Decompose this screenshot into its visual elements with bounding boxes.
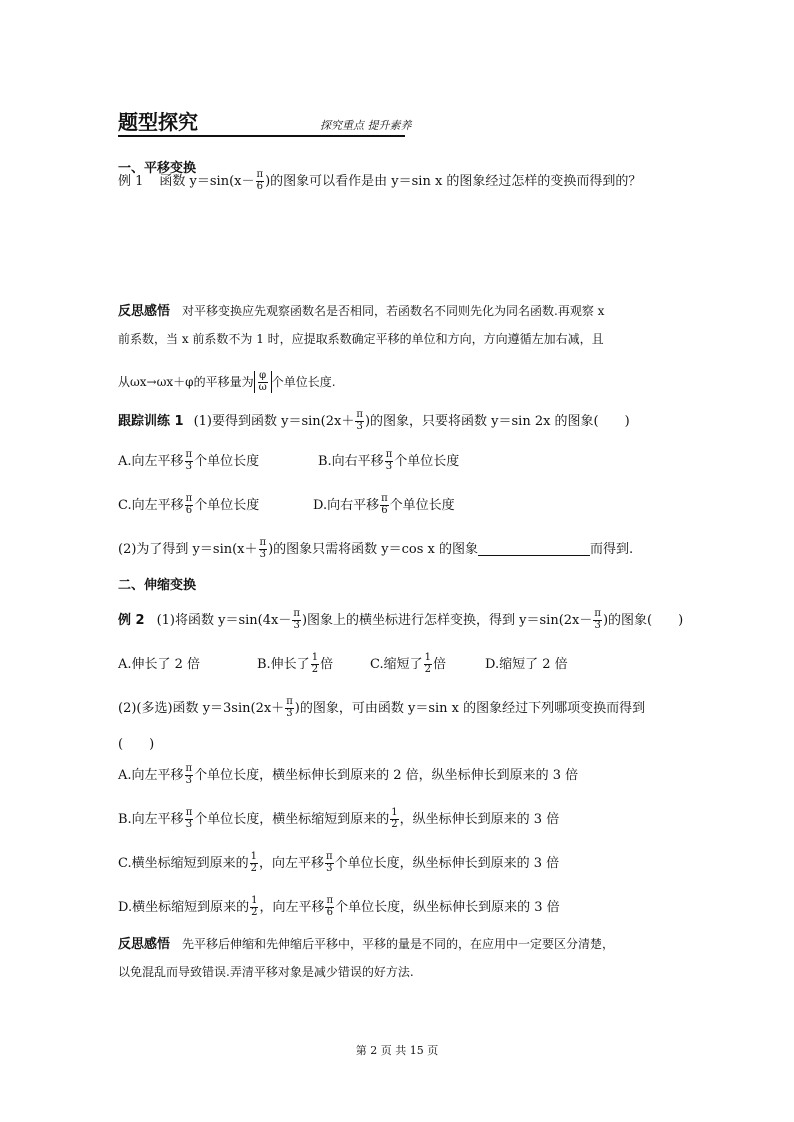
page-number: 第 2 页 共 15 页 — [355, 1044, 439, 1057]
section2-heading: 二、伸缩变换 — [118, 578, 197, 593]
practice1-question2: (2)为了得到 y＝sin(x＋ $\frac{\pi}{3}$ )的图象只需将函数 y＝cos x 的图象 而得到. — [118, 537, 634, 560]
answer-blank[interactable] — [478, 543, 590, 556]
section1-heading: 一、平移变换 — [118, 161, 197, 176]
example-label: 例 2 — [118, 612, 145, 628]
reflection2-line-2: 以免混乱而导致错误.弄清平移对象是减少错误的好方法. — [118, 965, 414, 979]
reflection-label: 反思感悟 — [118, 937, 171, 952]
example1: 例 1 函数 y＝sin(x－ $\frac{\pi}{6}$ )的图象可以看作是由 y＝sin x 的图象经过怎样的变换而得到的？ — [118, 169, 642, 192]
fraction: $\frac{\pi}{6}$ — [256, 169, 264, 192]
answer-paren: ( ) — [118, 737, 155, 752]
option-a: A.向左平移 $\frac{\pi}{3}$ 个单位长度 — [118, 449, 260, 472]
example2-question2: (2)(多选)函数 y＝3sin(2x＋ $\frac{\pi}{3}$ )的图象，可由函数 y＝sin x 的图象经过下列哪项变换而得到 — [118, 696, 646, 719]
ex2-q2-option-b: B.向左平移 $\frac{\pi}{3}$ 个单位长度，横坐标缩短到原来的 $\frac{1}{2}$ ，纵坐标伸长到原来的 3 倍 — [118, 807, 560, 830]
ex2-q2-option-d: D.横坐标缩短到原来的 $\frac{1}{2}$ ，向左平移 $\frac{\pi}{6}$ 个单位长度，纵坐标伸长到原来的 3 倍 — [118, 895, 560, 918]
reflection-line-2: 前系数，当 x 前系数不为 1 时，应提取系数确定平移的单位和方向，方向遵循左加右减，且 — [118, 332, 604, 346]
header-tagline: 探究重点 提升素养 — [320, 119, 412, 132]
reflection-label: 反思感悟 — [118, 304, 171, 319]
reflection2-line-1: 反思感悟 先平移后伸缩和先伸缩后平移中，平移的量是不同的，在应用中一定要区分清楚， — [118, 937, 615, 952]
header-rule — [118, 135, 405, 137]
absolute-value: $\frac{\varphi}{\omega}$ — [254, 371, 272, 393]
section-title: 题型探究 — [118, 110, 198, 134]
ex2-q2-option-a: A.向左平移 $\frac{\pi}{3}$ 个单位长度，横坐标伸长到原来的 2 倍，纵坐标伸长到原来的 3 倍 — [118, 763, 579, 786]
ex2-q2-option-c: C.横坐标缩短到原来的 $\frac{1}{2}$ ，向左平移 $\frac{\pi}{3}$ 个单位长度，纵坐标伸长到原来的 3 倍 — [118, 851, 560, 874]
practice-label: 跟踪训练 1 — [118, 413, 184, 429]
ex2-option-c: C.缩短了 $\frac{1}{2}$ 倍 — [370, 652, 447, 675]
option-d: D.向右平移 $\frac{\pi}{6}$ 个单位长度 — [313, 493, 455, 516]
example-label: 例 1 — [118, 173, 144, 189]
example2-question1: 例 2 (1)将函数 y＝sin(4x－ $\frac{\pi}{3}$ )图象上的横坐标进行怎样变换，得到 y＝sin(2x－ $\frac{\pi}{3}$ )的图象( ) — [118, 608, 684, 631]
ex2-option-d: D.缩短了 2 倍 — [485, 656, 568, 672]
ex2-option-a: A.伸长了 2 倍 — [118, 656, 201, 672]
reflection-line-3: 从ωx→ωx＋φ的平移量为 $\frac{\varphi}{\omega}$ 个单位长度. — [118, 370, 336, 393]
reflection-line-1: 反思感悟 对平移变换应先观察函数名是否相同，若函数名不同则先化为同名函数.再观察 x — [118, 304, 605, 319]
ex2-option-b: B.伸长了 $\frac{1}{2}$ 倍 — [257, 652, 334, 675]
practice1-question1: 跟踪训练 1 (1)要得到函数 y＝sin(2x＋ $\frac{\pi}{3}$ )的图象，只要将函数 y＝sin 2x 的图象( ) — [118, 409, 630, 432]
option-c: C.向左平移 $\frac{\pi}{6}$ 个单位长度 — [118, 493, 260, 516]
option-b: B.向右平移 $\frac{\pi}{3}$ 个单位长度 — [318, 449, 460, 472]
